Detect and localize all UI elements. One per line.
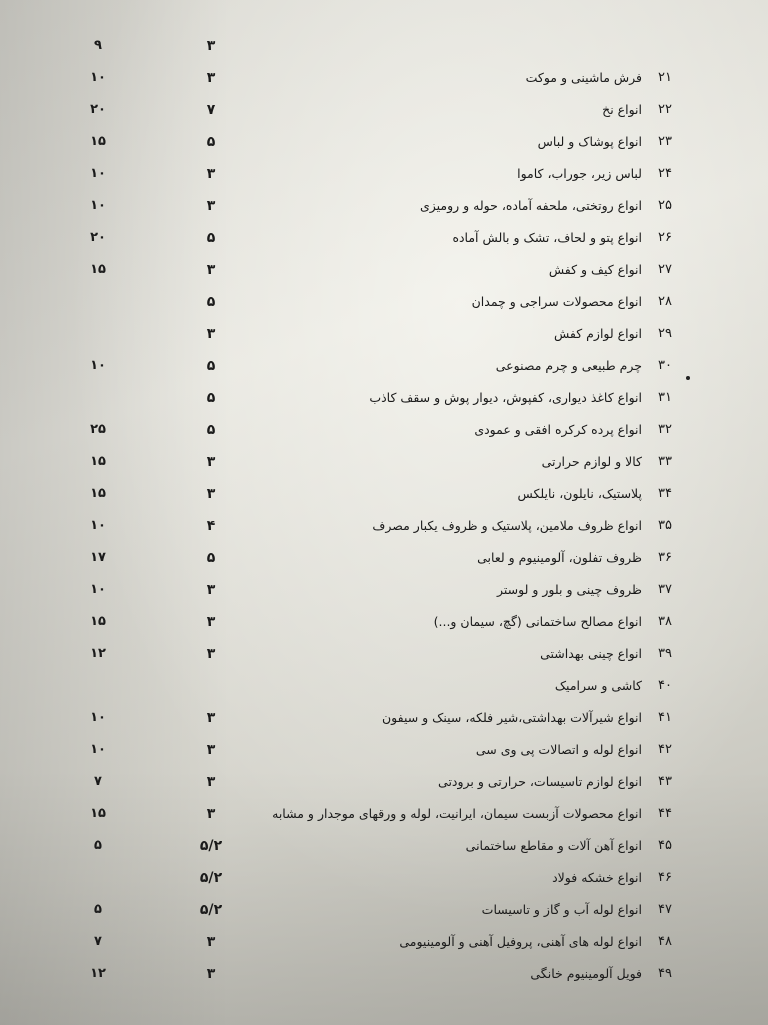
row-value-2: ٢٠: [90, 230, 106, 245]
row-value-2: ٢٠: [90, 102, 106, 117]
table-row: [0, 510, 768, 542]
row-value-2: ٢۵: [90, 422, 106, 437]
row-item-name: انواع پتو و لحاف، تشک و بالش آماده: [452, 230, 642, 245]
row-number: ٢٢: [658, 102, 672, 117]
row-value-1: ٣: [206, 710, 216, 726]
table-row: [0, 30, 768, 62]
row-value-1: ٣: [206, 646, 216, 662]
row-number: ٢٧: [658, 262, 672, 277]
row-value-2: ١٠: [90, 582, 106, 597]
row-item-name: انواع محصولات سراجی و چمدان: [471, 294, 642, 309]
row-item-name: پلاستیک، نایلون، نایلکس: [517, 486, 642, 501]
row-number: ۴٨: [658, 934, 672, 949]
row-number: ٢١: [658, 70, 672, 85]
row-number: ٣٣: [658, 454, 672, 469]
row-number: ٢۶: [658, 230, 672, 245]
row-value-2: ۵: [94, 902, 102, 917]
row-item-name: انواع کاغذ دیواری، کفپوش، دیوار پوش و سقف کاذب: [369, 390, 642, 405]
table-row: [0, 606, 768, 638]
table-row: [0, 702, 768, 734]
row-value-2: ١٠: [90, 70, 106, 85]
row-item-name: فرش ماشینی و موکت: [525, 70, 642, 85]
table-row: [0, 318, 768, 350]
table-row: [0, 734, 768, 766]
row-number: ۴۶: [658, 870, 672, 885]
row-number: ۴١: [658, 710, 672, 725]
row-value-2: ١۵: [90, 262, 106, 277]
row-item-name: انواع کیف و کفش: [548, 262, 642, 277]
table-row: [0, 286, 768, 318]
table-row: [0, 222, 768, 254]
table-row: [0, 638, 768, 670]
row-item-name: انواع لوله آب و گاز و تاسیسات: [481, 902, 642, 917]
row-number: ٢٨: [658, 294, 672, 309]
table-row: [0, 94, 768, 126]
table-row: [0, 798, 768, 830]
row-number: ٢۵: [658, 198, 672, 213]
row-value-1: ٣: [206, 806, 216, 822]
row-value-1: ۵: [206, 230, 216, 246]
table-row: [0, 446, 768, 478]
row-value-1: ۵/٢: [199, 838, 223, 854]
row-value-2: ١۵: [90, 806, 106, 821]
row-value-1: ۵: [206, 390, 216, 406]
row-value-2: ١٢: [90, 966, 106, 981]
row-value-1: ٣: [206, 198, 216, 214]
row-value-1: ۵: [206, 550, 216, 566]
table-row: [0, 126, 768, 158]
row-value-2: ١۵: [90, 134, 106, 149]
row-number: ٣۴: [658, 486, 672, 501]
row-item-name: انواع لوله های آهنی، پروفیل آهنی و آلومینیومی: [399, 934, 642, 949]
row-value-2: ١۵: [90, 614, 106, 629]
row-item-name: کالا و لوازم حرارتی: [541, 454, 642, 469]
table-row: [0, 958, 768, 990]
table-row: [0, 478, 768, 510]
table-row: [0, 894, 768, 926]
row-value-2: ٧: [94, 934, 102, 949]
row-item-name: چرم طبیعی و چرم مصنوعی: [495, 358, 642, 373]
row-value-1: ٣: [206, 934, 216, 950]
row-value-2: ۵: [94, 838, 102, 853]
row-number: ٣۶: [658, 550, 672, 565]
row-item-name: انواع خشکه فولاد: [552, 870, 642, 885]
row-value-1: ۴: [206, 518, 216, 534]
row-value-1: ٧: [206, 102, 216, 118]
row-number: ۴٢: [658, 742, 672, 757]
row-value-2: ٧: [94, 774, 102, 789]
row-item-name: فویل آلومینیوم خانگی: [530, 966, 642, 981]
row-number: ٣١: [658, 390, 672, 405]
row-item-name: انواع مصالح ساختمانی (گچ، سیمان و...): [433, 614, 642, 629]
row-item-name: لباس زیر، جوراب، کاموا: [517, 166, 642, 181]
table-row: [0, 766, 768, 798]
row-number: ٣٧: [658, 582, 672, 597]
table-row: [0, 574, 768, 606]
row-item-name: کاشی و سرامیک: [554, 678, 642, 693]
row-number: ٣٩: [658, 646, 672, 661]
row-value-1: ٣: [206, 742, 216, 758]
row-value-1: ٣: [206, 166, 216, 182]
row-item-name: انواع روتختی، ملحفه آماده، حوله و رومیزی: [419, 198, 642, 213]
row-number: ٣٢: [658, 422, 672, 437]
row-value-1: ٣: [206, 582, 216, 598]
row-item-name: انواع محصولات آزبست سیمان، ایرانیت، لوله و ورقهای موجدار و مشابه: [272, 806, 642, 821]
row-value-2: ١٠: [90, 358, 106, 373]
row-value-1: ۵/٢: [199, 870, 223, 886]
row-value-2: ١۵: [90, 454, 106, 469]
row-value-1: ٣: [206, 262, 216, 278]
row-number: ۴٣: [658, 774, 672, 789]
row-item-name: ظروف چینی و بلور و لوستر: [497, 582, 642, 597]
table-row: [0, 62, 768, 94]
row-item-name: انواع آهن آلات و مقاطع ساختمانی: [465, 838, 642, 853]
row-value-1: ٣: [206, 774, 216, 790]
row-number: ٣٠: [658, 358, 672, 373]
row-item-name: ظروف تفلون، آلومینیوم و لعابی: [477, 550, 642, 565]
row-value-1: ٣: [206, 614, 216, 630]
table-row: [0, 382, 768, 414]
row-value-1: ٣: [206, 70, 216, 86]
row-value-1: ۵: [206, 358, 216, 374]
row-value-1: ٣: [206, 454, 216, 470]
row-value-2: ١۵: [90, 486, 106, 501]
table-row: [0, 830, 768, 862]
row-value-2: ١٠: [90, 742, 106, 757]
row-number: ٢۴: [658, 166, 672, 181]
row-value-1: ۵: [206, 294, 216, 310]
table-row: [0, 190, 768, 222]
table-row: [0, 862, 768, 894]
row-value-1: ٣: [206, 966, 216, 982]
table-row: [0, 350, 768, 382]
table-row: [0, 414, 768, 446]
row-value-1: ۵: [206, 134, 216, 150]
row-number: ٣۵: [658, 518, 672, 533]
row-value-2: ١٠: [90, 518, 106, 533]
row-item-name: انواع لوازم کفش: [553, 326, 642, 341]
table-row: [0, 158, 768, 190]
table-row: [0, 926, 768, 958]
row-item-name: انواع ظروف ملامین، پلاستیک و ظروف یکبار مصرف: [372, 518, 642, 533]
row-value-2: ١٠: [90, 166, 106, 181]
row-item-name: انواع چینی بهداشتی: [540, 646, 642, 661]
row-item-name: انواع پرده کرکره افقی و عمودی: [474, 422, 642, 437]
row-number: ۴٩: [658, 966, 672, 981]
row-value-1: ۵: [206, 422, 216, 438]
row-number: ٢٣: [658, 134, 672, 149]
row-value-1: ٣: [206, 486, 216, 502]
row-item-name: انواع لوله و اتصالات پی وی سی: [475, 742, 642, 757]
row-value-2: ١٠: [90, 710, 106, 725]
row-number: ۴٠: [658, 678, 672, 693]
row-value-1: ٣: [206, 326, 216, 342]
row-value-2: ١٠: [90, 198, 106, 213]
row-number: ۴٧: [658, 902, 672, 917]
row-item-name: انواع شیرآلات بهداشتی،شیر فلکه، سینک و سیفون: [381, 710, 642, 725]
row-item-name: انواع پوشاک و لباس: [537, 134, 642, 149]
row-item-name: انواع نخ: [602, 102, 642, 117]
row-number: ۴۵: [658, 838, 672, 853]
row-number: ۴۴: [658, 806, 672, 821]
row-item-name: انواع لوازم تاسیسات، حرارتی و برودتی: [438, 774, 642, 789]
row-value-2: ٩: [94, 38, 102, 53]
row-number: ٢٩: [658, 326, 672, 341]
table-row: [0, 670, 768, 702]
table-row: [0, 254, 768, 286]
row-value-1: ٣: [206, 38, 216, 54]
row-number: ٣٨: [658, 614, 672, 629]
table-row: [0, 542, 768, 574]
row-value-1: ۵/٢: [199, 902, 223, 918]
row-value-2: ١٧: [90, 550, 106, 565]
row-value-2: ١٢: [90, 646, 106, 661]
